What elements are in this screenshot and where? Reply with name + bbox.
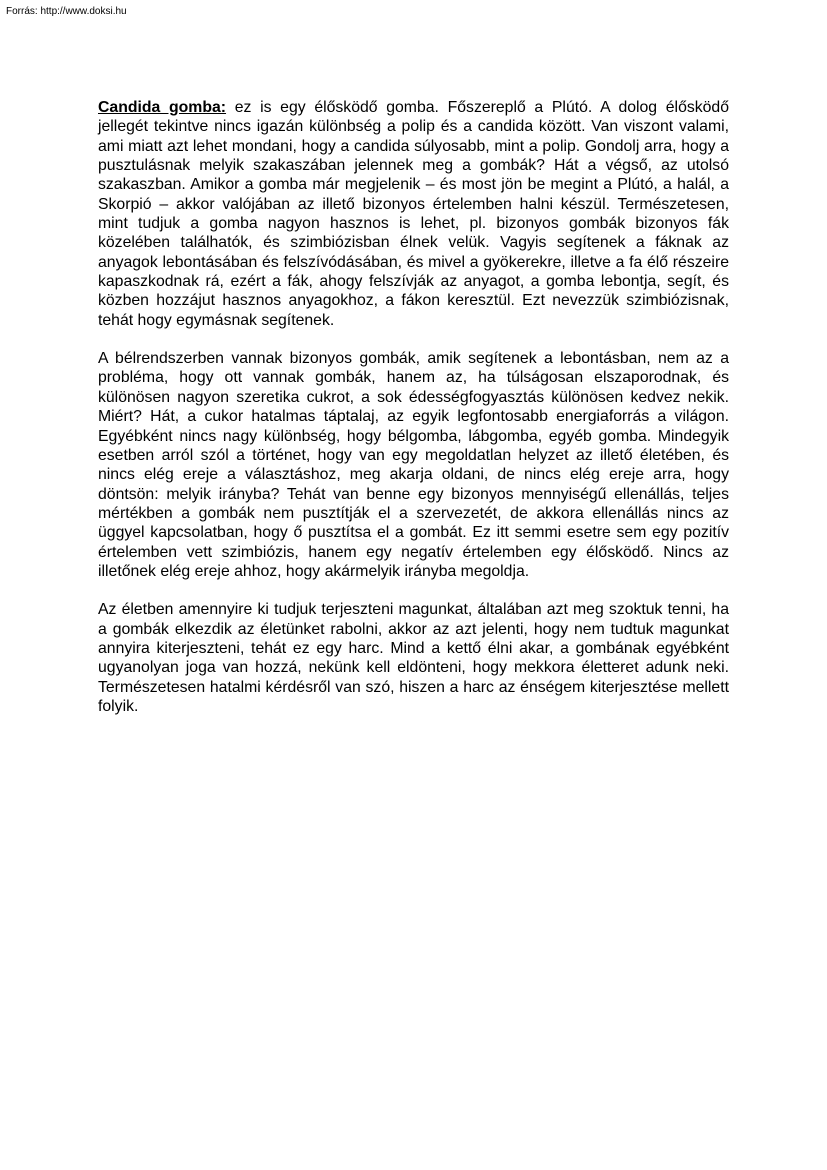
candida-term-heading: Candida gomba:: [98, 99, 227, 116]
document-body: [98, 98, 729, 735]
paragraph-text: Az életben amennyire ki tudjuk terjeszteni magunkat, általában azt meg szoktuk tenni, ha a gombák elkezdik az életünket rabolni, akkor az azt jelenti, hogy nem tudtuk magunkat annyira kiterjeszteni, tehát ez egy harc. Mind a kettő élni akar, a gombának egyébként ugyanolyan joga van hozzá, nekünk kell eldönteni, hogy mekkora életteret adunk neki. Természetesen hatalmi kérdésről van szó, hiszen a harc az énségem kiterjesztése mellett folyik.: [98, 601, 729, 715]
paragraph-life-extension: [98, 600, 729, 716]
paragraph-text: ez is egy élősködő gomba. Főszereplő a Plútó. A dolog élősködő jellegét tekintve nincs igazán különbség a polip és a candida között. Van viszont valami, ami miatt azt lehet mondani, hogy a candida súlyosabb, mint a polip. Gondolj arra, hogy a pusztulásnak melyik szakaszában jelennek meg a gombák? Hát a végső, az utolsó szakaszban. Amikor a gomba már megjelenik – és most jön be megint a Plútó, a halál, a Skorpió – akkor valójában az illető bizonyos értelemben halni készül. Természetesen, mint tudjuk a gomba nagyon hasznos is lehet, pl. bizonyos gombák bizonyos fák közelében találhatók, és szimbiózisban élnek velük. Vagyis segítenek a fáknak az anyagok lebontásában és felszívódásában, és mivel a gyökerekre, illetve a fa élő részeire kapaszkodnak rá, ezért a fák, ahogy felszívják az anyagot, a gomba lebontja, segít, és közben hozzájut hasznos anyagokhoz, a fákon keresztül. Ezt nevezzük szimbiózisnak, tehát hogy egymásnak segítenek.: [98, 99, 730, 329]
paragraph-intestinal-fungi: [98, 349, 729, 581]
paragraph-candida-intro: [98, 98, 729, 330]
source-line: Forrás: http://www.doksi.hu: [6, 6, 127, 17]
paragraph-text: A bélrendszerben vannak bizonyos gombák, amik segítenek a lebontásban, nem az a probléma, hogy ott vannak gombák, hanem az, ha túlságosan elszaporodnak, és különösen nagyon szeretika cukrot, a sok édességfogyasztás különösen kedvez nekik. Miért? Hát, a cukor hatalmas táptalaj, az egyik legfontosabb energiaforrás a világon. Egyébként nincs nagy különbség, hogy bélgomba, lábgomba, egyéb gomba. Mindegyik esetben arról szól a történet, hogy van egy megoldatlan helyzet az illető életében, és nincs elég ereje a választáshoz, meg akarja oldani, de nincs elég ereje arra, hogy döntsön: melyik irányba? Tehát van benne egy bizonyos mennyiségű ellenállás, teljes mértékben a gombák nem pusztítják el a szervezetét, de akkora ellenállás nincs az üggyel kapcsolatban, hogy ő pusztítsa el a gombát. Ez itt semmi esetre sem egy pozitív értelemben vett szimbiózis, hanem egy negatív értelemben egy élősködő. Nincs az illetőnek elég ereje ahhoz, hogy akármelyik irányba megoldja.: [98, 350, 729, 580]
